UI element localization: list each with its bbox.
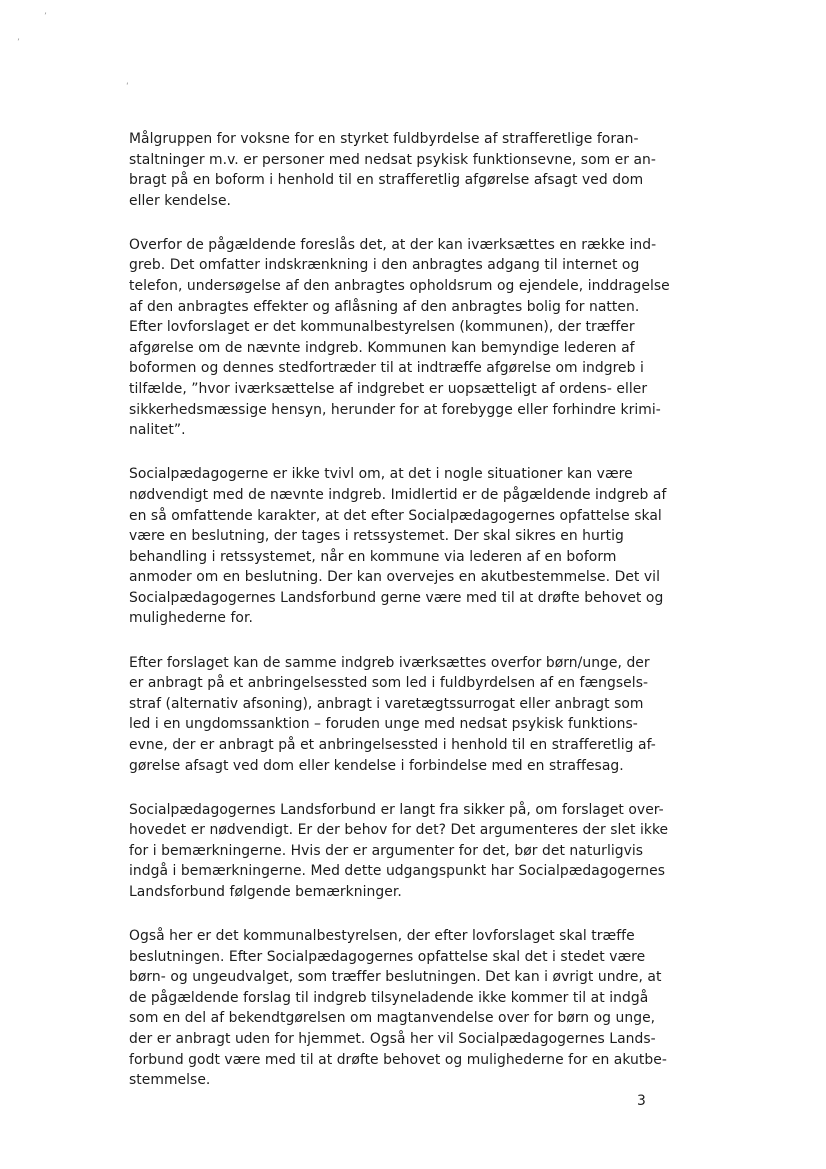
text-line: Socialpædagogernes Landsforbund er langt fra sikker på, om forslaget over- [129,801,664,818]
paragraph [129,129,665,211]
text-line: forbund godt være med til at drøfte behovet og mulighederne for en akutbe- [129,1051,667,1068]
paragraph [129,653,665,777]
page-number: 3 [637,1093,646,1109]
text-line: Efter lovforslaget er det kommunalbestyrelsen (kommunen), der træffer [129,319,635,336]
text-line: er anbragt på et anbringelsessted som led i fuldbyrdelsen af en fængsels- [129,675,649,692]
paragraph [129,926,665,1091]
body-text [129,129,670,1114]
text-line: nødvendigt med de nævnte indgreb. Imidlertid er de pågældende indgreb af [129,486,667,503]
text-line: Også her er det kommunalbestyrelsen, der efter lovforslaget skal træffe [129,928,635,945]
text-line: straf (alternativ afsoning), anbragt i varetægtssurrogat eller anbragt som [129,695,644,712]
text-line: børn- og ungeudvalget, som træffer beslutningen. Det kan i øvrigt undre, at [129,969,662,986]
text-line: tilfælde, ”hvor iværksættelse af indgrebet er uopsætteligt af ordens- eller [129,381,648,398]
scan-mark: ’ [44,12,47,22]
text-line: evne, der er anbragt på et anbringelsessted i henhold til en strafferetlig af- [129,736,656,753]
text-line: greb. Det omfatter indskrænkning i den anbragtes adgang til internet og [129,257,640,274]
text-line: Målgruppen for voksne for en styrket fuldbyrdelse af strafferetlige foran- [129,131,639,147]
text-line: stemmelse. [129,1072,211,1089]
text-line: en så omfattende karakter, at det efter Socialpædagogernes opfattelse skal [129,507,662,524]
paragraph [129,464,665,629]
text-line: anmoder om en beslutning. Der kan overvejes en akutbestemmelse. Det vil [129,569,660,586]
text-line: være en beslutning, der tages i retssystemet. Der skal sikres en hurtig [129,528,624,545]
text-line: beslutningen. Efter Socialpædagogernes opfattelse skal det i stedet være [129,948,646,965]
text-line: gørelse afsagt ved dom eller kendelse i forbindelse med en straffesag. [129,757,624,774]
text-line: for i bemærkningerne. Hvis der er argumenter for det, bør det naturligvis [129,842,644,859]
text-line: Socialpædagogerne er ikke tvivl om, at det i nogle situationer kan være [129,466,633,483]
text-line: nalitet”. [129,422,186,439]
text-line: Overfor de pågældende foreslås det, at der kan iværksættes en række ind- [129,236,657,253]
text-line: som en del af bekendtgørelsen om magtanvendelse over for børn og unge, [129,1010,656,1027]
paragraph [129,800,669,903]
text-line: staltninger m.v. er personer med nedsat psykisk funktionsevne, som er an- [129,151,656,168]
text-line: led i en ungdomssanktion – foruden unge med nedsat psykisk funktions- [129,716,638,733]
text-line: bragt på en boform i henhold til en strafferetlig afgørelse afsagt ved dom [129,172,644,189]
text-line: telefon, undersøgelse af den anbragtes opholdsrum og ejendele, inddragelse [129,278,670,295]
text-line: eller kendelse. [129,192,232,209]
text-line: Landsforbund følgende bemærkninger. [129,884,402,900]
text-line: indgå i bemærkningerne. Med dette udgangspunkt har Socialpædagogernes [129,863,665,880]
text-line: mulighederne for. [129,610,253,627]
scan-mark: ʻ [126,82,129,92]
text-line: der er anbragt uden for hjemmet. Også her vil Socialpædagogernes Lands- [129,1031,656,1048]
text-line: afgørelse om de nævnte indgreb. Kommunen kan bemyndige lederen af [129,339,635,356]
text-line: af den anbragtes effekter og aflåsning af den anbragtes bolig for natten. [129,298,640,315]
text-line: hovedet er nødvendigt. Er der behov for det? Det argumenteres der slet ikke [129,822,669,839]
text-line: Socialpædagogernes Landsforbund gerne være med til at drøfte behovet og [129,589,664,606]
text-line: Efter forslaget kan de samme indgreb iværksættes overfor børn/unge, der [129,654,650,671]
text-line: behandling i retssystemet, når en kommune via lederen af en boform [129,548,617,565]
text-line: sikkerhedsmæssige hensyn, herunder for at forebygge eller forhindre krimi- [129,401,661,418]
scan-mark: ’ [17,38,20,48]
text-line: de pågældende forslag til indgreb tilsyneladende ikke kommer til at indgå [129,989,649,1006]
text-line: boformen og dennes stedfortræder til at indtræffe afgørelse om indgreb i [129,360,644,377]
paragraph [129,235,670,441]
